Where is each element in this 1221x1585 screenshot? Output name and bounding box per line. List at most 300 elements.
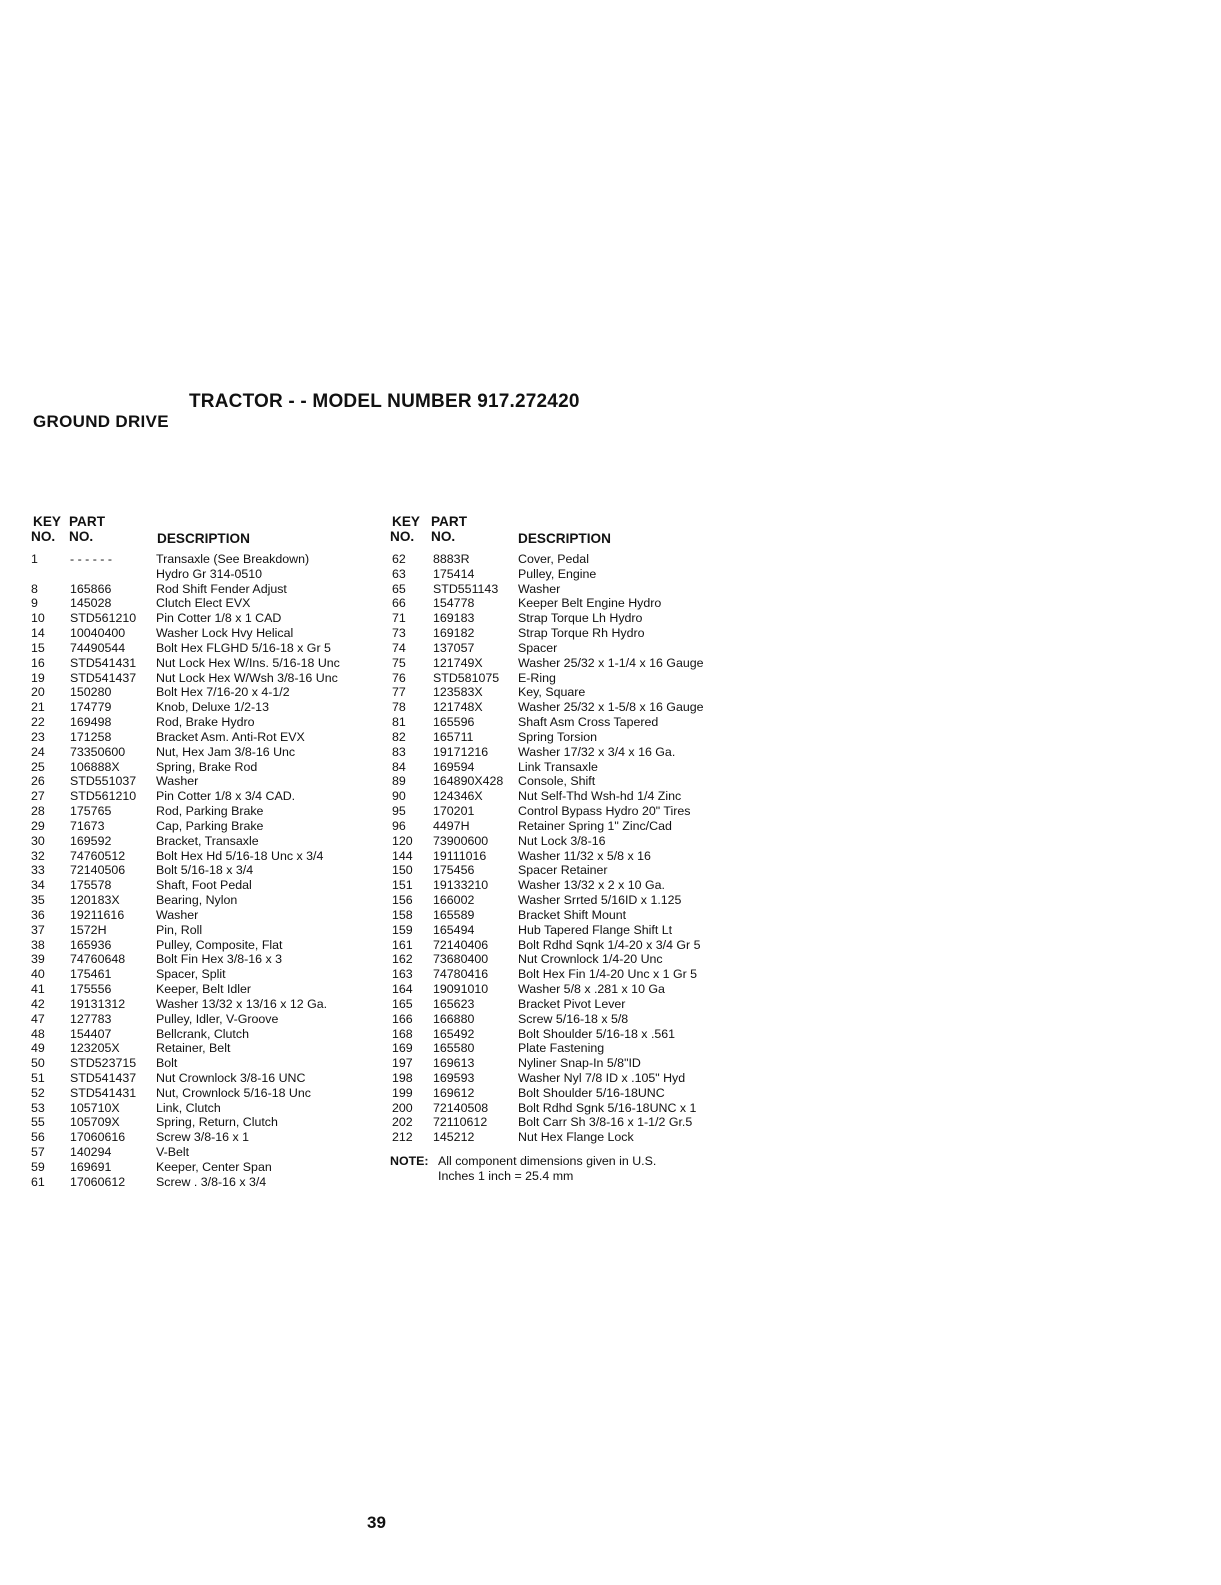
key-number: 38 (31, 937, 45, 952)
part-description: Screw 5/16-18 x 5/8 (518, 1011, 629, 1026)
part-number: STD541431 (70, 655, 137, 670)
table-row (31, 1101, 381, 1116)
part-number: 169691 (70, 1159, 112, 1174)
part-description: Bracket Shift Mount (518, 907, 627, 922)
key-number: 34 (31, 878, 45, 893)
key-number: 33 (31, 863, 45, 878)
key-number: 25 (31, 759, 45, 774)
page-number: 39 (367, 1513, 386, 1532)
table-row (31, 878, 381, 893)
part-header-line1: PART (431, 514, 467, 529)
part-number: 169498 (70, 715, 112, 730)
key-number: 22 (31, 715, 45, 730)
part-description: Clutch Elect EVX (156, 596, 251, 611)
key-header-line1: KEY (392, 514, 420, 529)
part-description: Console, Shift (518, 774, 596, 789)
part-number: 74760648 (70, 952, 126, 967)
table-row (31, 1160, 381, 1175)
part-number: 165866 (70, 581, 112, 596)
part-description: Bolt Hex FLGHD 5/16-18 x Gr 5 (156, 640, 331, 655)
part-description: V-Belt (156, 1145, 190, 1160)
table-row (390, 967, 760, 982)
part-description: Key, Square (518, 685, 586, 700)
part-number: 72140406 (433, 937, 489, 952)
part-description: Bracket Asm. Anti-Rot EVX (156, 729, 305, 744)
part-number: 74780416 (433, 967, 489, 982)
table-row (390, 849, 760, 864)
table-row (31, 982, 381, 997)
part-number: 71673 (70, 818, 105, 833)
part-number: 19211616 (70, 907, 125, 922)
key-number: 76 (392, 670, 406, 685)
part-number: 73350600 (70, 744, 126, 759)
part-description: Nyliner Snap-In 5/8"ID (518, 1056, 641, 1071)
part-description: Shaft, Foot Pedal (156, 878, 252, 893)
key-number: 95 (392, 804, 406, 819)
part-description: Washer 25/32 x 1-5/8 x 16 Gauge (518, 700, 704, 715)
part-number: STD541437 (70, 670, 137, 685)
part-description: Retainer, Belt (156, 1041, 231, 1056)
part-description: Pulley, Composite, Flat (156, 937, 283, 952)
part-number: 164890X428 (433, 774, 504, 789)
part-number: 165580 (433, 1041, 475, 1056)
key-header-line2: NO. (390, 529, 415, 544)
key-number: 8 (31, 581, 38, 596)
table-row (31, 671, 381, 686)
table-row (390, 819, 760, 834)
part-number: STD551037 (70, 774, 137, 789)
part-number: 150280 (70, 685, 112, 700)
table-row (390, 552, 760, 567)
part-number: 175556 (70, 982, 112, 997)
table-row (390, 596, 760, 611)
part-number: 175578 (70, 878, 112, 893)
part-description: Washer 11/32 x 5/8 x 16 (518, 848, 651, 863)
key-number: 41 (31, 982, 45, 997)
part-description: Bolt Fin Hex 3/8-16 x 3 (156, 952, 283, 967)
part-number: 165494 (433, 922, 475, 937)
part-description: Washer 25/32 x 1-1/4 x 16 Gauge (518, 655, 704, 670)
part-number: STD523715 (70, 1056, 137, 1071)
table-row (390, 1012, 760, 1027)
table-header-right (390, 514, 760, 552)
key-number: 20 (31, 685, 45, 700)
table-row (390, 789, 760, 804)
table-row (390, 923, 760, 938)
part-number: 19171216 (433, 744, 489, 759)
part-number: 127783 (70, 1011, 112, 1026)
key-number: 66 (392, 596, 406, 611)
table-row (390, 938, 760, 953)
table-row (31, 952, 381, 967)
key-number: 59 (31, 1159, 45, 1174)
table-row (390, 1056, 760, 1071)
key-number: 24 (31, 744, 45, 759)
table-row (390, 685, 760, 700)
key-number: 35 (31, 893, 45, 908)
part-number: STD541431 (70, 1085, 137, 1100)
key-number: 197 (392, 1056, 413, 1071)
part-header-line1: PART (69, 514, 105, 529)
key-number: 36 (31, 907, 45, 922)
part-number: 171258 (70, 729, 112, 744)
part-number: 170201 (433, 804, 475, 819)
key-number: 28 (31, 804, 45, 819)
part-number: 140294 (70, 1145, 112, 1160)
table-row (390, 1041, 760, 1056)
table-row (390, 700, 760, 715)
part-description: Bracket, Transaxle (156, 833, 259, 848)
key-number: 61 (31, 1174, 45, 1189)
key-number: 202 (392, 1115, 413, 1130)
key-number: 84 (392, 759, 406, 774)
table-row (31, 938, 381, 953)
part-number: 17060612 (70, 1174, 126, 1189)
part-description: Screw . 3/8-16 x 3/4 (156, 1174, 267, 1189)
table-row (31, 700, 381, 715)
table-row (31, 596, 381, 611)
part-description: Link, Clutch (156, 1100, 221, 1115)
part-number: STD581075 (433, 670, 500, 685)
table-row (31, 863, 381, 878)
part-number: 106888X (70, 759, 120, 774)
part-description: Nut Lock Hex W/Ins. 5/16-18 Unc (156, 655, 340, 670)
part-description: Bolt (156, 1056, 178, 1071)
table-row (31, 1175, 381, 1190)
part-description: Bearing, Nylon (156, 893, 238, 908)
key-number: 78 (392, 700, 406, 715)
part-number: 73680400 (433, 952, 489, 967)
part-number: 169182 (433, 626, 475, 641)
part-description: Nut, Crownlock 5/16-18 Unc (156, 1085, 311, 1100)
key-number: 200 (392, 1100, 413, 1115)
part-description: Cap, Parking Brake (156, 818, 264, 833)
part-description: Pin, Roll (156, 922, 203, 937)
key-number: 120 (392, 833, 413, 848)
key-number: 162 (392, 952, 413, 967)
key-number: 159 (392, 922, 413, 937)
part-number: 19133210 (433, 878, 489, 893)
table-row (390, 863, 760, 878)
part-number: 165589 (433, 907, 475, 922)
table-row (390, 567, 760, 582)
table-row (390, 730, 760, 745)
part-description: Washer Nyl 7/8 ID x .105" Hyd (518, 1070, 686, 1085)
table-row (390, 1071, 760, 1086)
part-number: 123583X (433, 685, 483, 700)
page-title: TRACTOR - - MODEL NUMBER 917.272420 (189, 391, 580, 412)
table-row (31, 1145, 381, 1160)
part-description: Hydro Gr 314-0510 (156, 566, 263, 581)
table-row (390, 671, 760, 686)
part-description: Control Bypass Hydro 20" Tires (518, 804, 691, 819)
table-row (31, 893, 381, 908)
part-number: 72140508 (433, 1100, 489, 1115)
table-row (31, 656, 381, 671)
part-number: 19091010 (433, 982, 489, 997)
key-number: 151 (392, 878, 413, 893)
part-description: Screw 3/8-16 x 1 (156, 1130, 249, 1145)
key-number: 50 (31, 1056, 45, 1071)
key-number: 19 (31, 670, 45, 685)
key-number: 1 (31, 552, 38, 566)
part-description: Spacer, Split (156, 967, 226, 982)
key-number: 55 (31, 1115, 45, 1130)
part-description: Washer 13/32 x 13/16 x 12 Ga. (156, 996, 328, 1011)
note-line-2: Inches 1 inch = 25.4 mm (438, 1169, 574, 1184)
key-number: 164 (392, 982, 413, 997)
table-row (31, 997, 381, 1012)
table-row (31, 1012, 381, 1027)
key-number: 26 (31, 774, 45, 789)
part-description: Spring, Return, Clutch (156, 1115, 278, 1130)
table-row (31, 552, 381, 567)
part-description: Washer Lock Hvy Helical (156, 626, 294, 641)
part-number: STD541437 (70, 1070, 137, 1085)
part-number: 120183X (70, 893, 120, 908)
table-row (390, 1101, 760, 1116)
key-number: 156 (392, 893, 413, 908)
part-description: Bolt Hex Hd 5/16-18 Unc x 3/4 (156, 848, 324, 863)
part-description: Nut Lock Hex W/Wsh 3/8-16 Unc (156, 670, 338, 685)
part-number: 165492 (433, 1026, 475, 1041)
key-number: 163 (392, 967, 413, 982)
table-row (31, 1071, 381, 1086)
part-description: Nut Lock 3/8-16 (518, 833, 606, 848)
table-row (31, 834, 381, 849)
key-number: 63 (392, 566, 406, 581)
table-row (31, 908, 381, 923)
parts-table-left (31, 514, 381, 1190)
key-number: 40 (31, 967, 45, 982)
key-number: 56 (31, 1130, 45, 1145)
part-description: Keeper, Center Span (156, 1159, 272, 1174)
part-description: Bolt Shoulder 5/16-18 x .561 (518, 1026, 676, 1041)
part-number: 165936 (70, 937, 112, 952)
parts-list-right (390, 552, 760, 1145)
key-number: 169 (392, 1041, 413, 1056)
key-number: 9 (31, 596, 38, 611)
table-row (390, 611, 760, 626)
part-description: Bolt Rdhd Sgnk 5/16-18UNC x 1 (518, 1100, 697, 1115)
parts-table-right (390, 514, 760, 1184)
table-row (31, 582, 381, 597)
table-row (390, 582, 760, 597)
part-description: Nut Crownlock 3/8-16 UNC (156, 1070, 306, 1085)
part-number: 121748X (433, 700, 483, 715)
key-number: 51 (31, 1070, 45, 1085)
table-row (31, 849, 381, 864)
part-description: Washer 17/32 x 3/4 x 16 Ga. (518, 744, 676, 759)
part-description: Bellcrank, Clutch (156, 1026, 249, 1041)
table-row (31, 1086, 381, 1101)
key-number: 73 (392, 626, 406, 641)
table-row (31, 923, 381, 938)
table-row (390, 997, 760, 1012)
part-description: Link Transaxle (518, 759, 598, 774)
table-row (31, 567, 381, 582)
key-number: 48 (31, 1026, 45, 1041)
key-number: 15 (31, 640, 45, 655)
part-description: Bolt Carr Sh 3/8-16 x 1-1/2 Gr.5 (518, 1115, 693, 1130)
part-number: 19131312 (70, 996, 126, 1011)
description-header: DESCRIPTION (518, 531, 611, 546)
part-header-line2: NO. (69, 529, 94, 544)
key-number: 168 (392, 1026, 413, 1041)
part-description: Spring Torsion (518, 729, 597, 744)
key-number: 96 (392, 818, 406, 833)
part-description: Nut Crownlock 1/4-20 Unc (518, 952, 663, 967)
part-number: 145028 (70, 596, 112, 611)
key-number: 65 (392, 581, 406, 596)
part-description: Retainer Spring 1" Zinc/Cad (518, 818, 672, 833)
part-description: Bolt 5/16-18 x 3/4 (156, 863, 254, 878)
key-number: 90 (392, 789, 406, 804)
table-row (31, 685, 381, 700)
part-number: 166002 (433, 893, 475, 908)
table-row (31, 1130, 381, 1145)
table-row (390, 1027, 760, 1042)
part-description: Pulley, Idler, V-Groove (156, 1011, 279, 1026)
parts-list-left (31, 552, 381, 1190)
part-number: 165596 (433, 715, 475, 730)
key-number: 89 (392, 774, 406, 789)
part-number: STD561210 (70, 611, 137, 626)
table-row (31, 804, 381, 819)
part-number: 19111016 (433, 848, 487, 863)
part-number: 105710X (70, 1100, 120, 1115)
part-header-line2: NO. (431, 529, 456, 544)
table-row (31, 1056, 381, 1071)
part-description: Washer (156, 774, 199, 789)
part-number: 124346X (433, 789, 483, 804)
part-description: Nut Hex Flange Lock (518, 1130, 634, 1145)
part-description: Washer 5/8 x .281 x 10 Ga (518, 982, 665, 997)
part-description: Pin Cotter 1/8 x 1 CAD (156, 611, 282, 626)
part-number: 169592 (70, 833, 112, 848)
part-description: Rod, Parking Brake (156, 804, 264, 819)
table-row (31, 819, 381, 834)
key-number: 144 (392, 848, 413, 863)
part-description: Bolt Shoulder 5/16-18UNC (518, 1085, 665, 1100)
table-row (390, 656, 760, 671)
part-number: 169593 (433, 1070, 475, 1085)
part-number: 175456 (433, 863, 475, 878)
key-number: 199 (392, 1085, 413, 1100)
key-number: 74 (392, 640, 406, 655)
part-number: 74760512 (70, 848, 126, 863)
part-description: Washer 13/32 x 2 x 10 Ga. (518, 878, 665, 893)
description-header: DESCRIPTION (157, 531, 250, 546)
part-number: 8883R (433, 552, 470, 566)
part-description: Plate Fastening (518, 1041, 605, 1056)
table-row (31, 789, 381, 804)
key-number: 198 (392, 1070, 413, 1085)
part-number: 73900600 (433, 833, 489, 848)
key-number: 62 (392, 552, 406, 566)
part-description: Bolt Rdhd Sqnk 1/4-20 x 3/4 Gr 5 (518, 937, 701, 952)
table-row (31, 1115, 381, 1130)
part-number: 154778 (433, 596, 475, 611)
part-number: 154407 (70, 1026, 112, 1041)
part-description: Bracket Pivot Lever (518, 996, 626, 1011)
table-row (31, 745, 381, 760)
key-number: 53 (31, 1100, 45, 1115)
part-description: E-Ring (518, 670, 556, 685)
key-header-line2: NO. (31, 529, 56, 544)
part-number: 121749X (433, 655, 483, 670)
part-description: Keeper, Belt Idler (156, 982, 252, 997)
table-row (390, 952, 760, 967)
table-row (390, 760, 760, 775)
table-row (390, 774, 760, 789)
table-row (390, 893, 760, 908)
key-number: 150 (392, 863, 413, 878)
key-number: 166 (392, 1011, 413, 1026)
note-line-1: All component dimensions given in U.S. (438, 1154, 657, 1169)
part-description: Hub Tapered Flange Shift Lt (518, 922, 673, 937)
part-number: STD561210 (70, 789, 137, 804)
table-row (31, 760, 381, 775)
table-row (390, 834, 760, 849)
part-description: Transaxle (See Breakdown) (156, 552, 310, 566)
part-number: 175765 (70, 804, 112, 819)
key-number: 77 (392, 685, 406, 700)
table-header-left (31, 514, 381, 552)
part-description: Washer (518, 581, 561, 596)
table-row (390, 1115, 760, 1130)
table-row (390, 804, 760, 819)
part-description: Bolt Hex Fin 1/4-20 Unc x 1 Gr 5 (518, 967, 698, 982)
table-row (390, 878, 760, 893)
part-description: Nut, Hex Jam 3/8-16 Unc (156, 744, 296, 759)
part-number: 123205X (70, 1041, 120, 1056)
part-description: Knob, Deluxe 1/2-13 (156, 700, 269, 715)
part-description: Washer Srrted 5/16ID x 1.125 (518, 893, 682, 908)
part-description: Pin Cotter 1/8 x 3/4 CAD. (156, 789, 296, 804)
key-number: 57 (31, 1145, 45, 1160)
key-number: 212 (392, 1130, 413, 1145)
part-number: 169613 (433, 1056, 475, 1071)
part-number: 145212 (433, 1130, 475, 1145)
part-description: Shaft Asm Cross Tapered (518, 715, 659, 730)
key-number: 27 (31, 789, 45, 804)
key-number: 165 (392, 996, 413, 1011)
part-description: Nut Self-Thd Wsh-hd 1/4 Zinc (518, 789, 682, 804)
table-row (31, 730, 381, 745)
part-number: 1572H (70, 922, 107, 937)
table-row (31, 715, 381, 730)
key-number: 14 (31, 626, 45, 641)
key-number: 75 (392, 655, 406, 670)
table-row (390, 982, 760, 997)
table-row (31, 967, 381, 982)
key-number: 30 (31, 833, 45, 848)
part-number: STD551143 (433, 581, 499, 596)
part-number: 166880 (433, 1011, 475, 1026)
part-description: Rod, Brake Hydro (156, 715, 255, 730)
part-description: Cover, Pedal (518, 552, 589, 566)
part-number: 17060616 (70, 1130, 126, 1145)
key-number: 23 (31, 729, 45, 744)
part-description: Rod Shift Fender Adjust (156, 581, 287, 596)
part-description: Strap Torque Lh Hydro (518, 611, 643, 626)
table-row (390, 908, 760, 923)
part-number: 105709X (70, 1115, 120, 1130)
key-number: 37 (31, 922, 45, 937)
part-number: - - - - - - (70, 552, 112, 566)
part-description: Strap Torque Rh Hydro (518, 626, 645, 641)
